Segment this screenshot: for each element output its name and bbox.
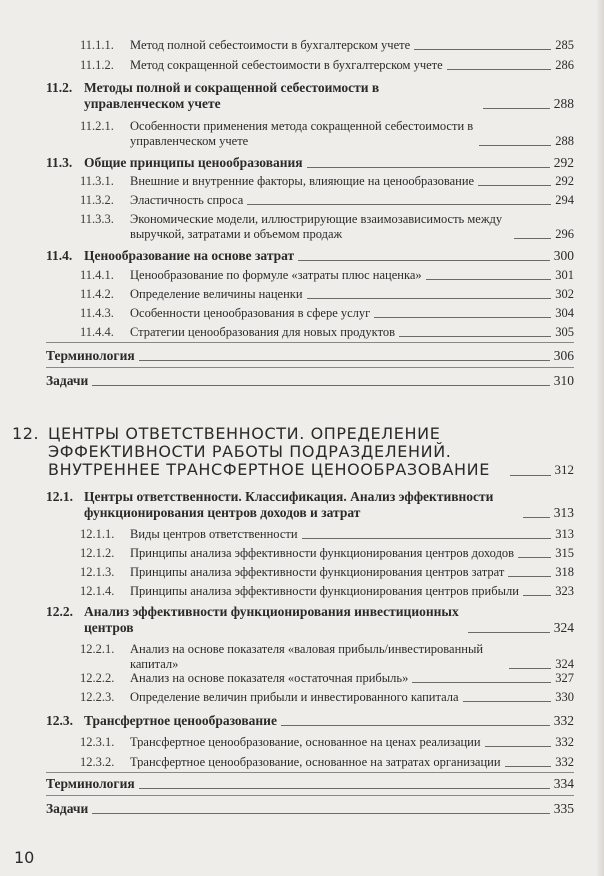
toc-problems-12 [0, 801, 574, 817]
entry-title: Терминология [46, 348, 135, 363]
entry-page: 300 [553, 248, 574, 263]
toc-entry-11-3-1 [0, 174, 574, 189]
divider [46, 342, 574, 343]
entry-number: 11.2. [46, 80, 73, 95]
toc-section-12-1 [0, 489, 574, 521]
toc-entry-11-1-1 [0, 38, 574, 53]
entry-page: 286 [555, 58, 574, 72]
entry-title: Ценообразование на основе затрат [84, 248, 295, 263]
entry-page: 288 [555, 134, 574, 148]
entry-page: 312 [554, 462, 574, 477]
entry-number: 11.4.2. [80, 287, 114, 301]
entry-title: Стратегии ценообразования для новых продуктов [130, 325, 396, 339]
divider [46, 772, 574, 773]
dot-leader [518, 557, 551, 558]
entry-title: Трансфертное ценообразование, основанное на ценах реализации [130, 735, 481, 749]
toc-entry-12-2-2 [0, 671, 574, 686]
page-number: 10 [14, 848, 35, 867]
dot-leader [247, 204, 551, 205]
dot-leader [426, 279, 552, 280]
entry-number: 12.1.1. [80, 527, 115, 541]
entry-number: 11.4. [46, 248, 73, 263]
entry-number: 12.1.2. [80, 546, 115, 560]
dot-leader [92, 813, 549, 814]
entry-number: 11.4.4. [80, 325, 114, 339]
dot-leader [468, 632, 550, 633]
entry-page: 304 [555, 306, 574, 320]
toc-entry-11-3-2 [0, 193, 574, 208]
entry-title: Центры ответственности. Классификация. Анализ эффективности функционирования центров доходов и затрат [84, 489, 494, 520]
entry-number: 12.1.3. [80, 565, 115, 579]
dot-leader [478, 185, 551, 186]
toc-entry-12-1-1 [0, 527, 574, 542]
entry-title: Определение величин прибыли и инвестированного капитала [130, 690, 459, 704]
entry-title: Трансфертное ценообразование, основанное на затратах организации [130, 755, 501, 769]
toc-section-11-4 [0, 248, 574, 264]
toc-entry-12-3-2 [0, 755, 574, 770]
dot-leader [307, 298, 552, 299]
entry-title: Ценообразование по формуле «затраты плюс наценка» [130, 268, 422, 282]
entry-number: 12.3. [46, 713, 73, 728]
entry-page: 327 [555, 671, 574, 685]
entry-title: Общие принципы ценообразования [84, 155, 303, 170]
entry-title: Задачи [46, 801, 89, 816]
dot-leader [302, 538, 552, 539]
dot-leader [414, 49, 551, 50]
dot-leader [463, 701, 552, 702]
entry-page: 332 [555, 735, 574, 749]
entry-title: Трансфертное ценообразование [84, 713, 277, 728]
dot-leader [509, 668, 551, 669]
dot-leader [510, 475, 551, 476]
entry-number: 11.3.2. [80, 193, 114, 207]
entry-number: 12.1.4. [80, 584, 115, 598]
entry-page: 310 [553, 373, 574, 388]
entry-page: 334 [553, 776, 574, 791]
toc-section-12-2 [0, 604, 574, 636]
toc-entry-11-4-1 [0, 268, 574, 283]
toc-entry-11-4-2 [0, 287, 574, 302]
entry-number: 11.3.3. [80, 212, 114, 226]
dot-leader [483, 108, 550, 109]
entry-number: 12.1. [46, 489, 73, 504]
entry-title: Экономические модели, иллюстрирующие взаимозависимость между выручкой, затратами и объемом продаж [130, 212, 503, 241]
dot-leader [307, 167, 550, 168]
entry-title: Виды центров ответственности [130, 527, 298, 541]
entry-number: 11.3.1. [80, 174, 114, 188]
entry-number: 11.2.1. [80, 119, 114, 133]
entry-page: 305 [555, 325, 574, 339]
toc-entry-11-4-4 [0, 325, 574, 340]
entry-title: Принципы анализа эффективности функционирования центров затрат [130, 565, 505, 579]
entry-title: Анализ эффективности функционирования инвестиционных центров [84, 604, 459, 635]
entry-number: 11.4.3. [80, 306, 114, 320]
dot-leader [514, 238, 551, 239]
entry-page: 330 [555, 690, 574, 704]
dot-leader [505, 766, 552, 767]
entry-title: Методы полной и сокращенной себестоимости в управленческом учете [84, 80, 380, 111]
entry-title: Особенности ценообразования в сфере услуг [130, 306, 371, 320]
entry-number: 12.2. [46, 604, 73, 619]
dot-leader [523, 595, 551, 596]
toc-entry-12-3-1 [0, 735, 574, 750]
entry-title: Принципы анализа эффективности функционирования центров доходов [130, 546, 515, 560]
entry-title: Внешние и внутренние факторы, влияющие на ценообразование [130, 174, 475, 188]
entry-page: 324 [553, 620, 574, 635]
entry-number: 11.1.1. [80, 38, 114, 52]
divider [46, 795, 574, 796]
divider [46, 367, 574, 368]
dot-leader [485, 746, 552, 747]
dot-leader [281, 725, 550, 726]
toc-entry-11-2-1 [0, 119, 574, 149]
entry-number: 11.4.1. [80, 268, 114, 282]
entry-page: 313 [553, 505, 574, 520]
entry-page: 292 [555, 174, 574, 188]
entry-title: Определение величины наценки [130, 287, 303, 301]
dot-leader [139, 788, 550, 789]
entry-page: 332 [553, 713, 574, 728]
dot-leader [508, 576, 551, 577]
entry-number: 12.2.1. [80, 642, 115, 656]
toc-entry-12-2-1 [0, 642, 574, 672]
dot-leader [374, 317, 551, 318]
entry-title: Метод сокращенной себестоимости в бухгалтерском учете [130, 58, 443, 72]
dot-leader [412, 682, 551, 683]
dot-leader [399, 336, 551, 337]
entry-page: 332 [555, 755, 574, 769]
entry-title: Задачи [46, 373, 89, 388]
toc-entry-12-1-2 [0, 546, 574, 561]
entry-number: 11.3. [46, 155, 73, 170]
entry-number: 11.1.2. [80, 58, 114, 72]
entry-page: 294 [555, 193, 574, 207]
entry-page: 335 [553, 801, 574, 816]
entry-title: Метод полной себестоимости в бухгалтерском учете [130, 38, 411, 52]
entry-page: 301 [555, 268, 574, 282]
toc-entry-11-3-3 [0, 212, 574, 242]
toc-entry-12-1-4 [0, 584, 574, 599]
entry-title: Эластичность спроса [130, 193, 244, 207]
dot-leader [298, 260, 550, 261]
toc-section-12-3 [0, 713, 574, 729]
entry-number: 12. [12, 424, 40, 443]
entry-number: 12.2.3. [80, 690, 115, 704]
entry-title: Особенности применения метода сокращенной себестоимости в управленческом учете [130, 119, 474, 148]
entry-number: 12.2.2. [80, 671, 115, 685]
page-edge-shadow [596, 0, 604, 876]
entry-number: 12.3.1. [80, 735, 115, 749]
entry-page: 285 [555, 38, 574, 52]
entry-title: ЦЕНТРЫ ОТВЕТСТВЕННОСТИ. ОПРЕДЕЛЕНИЕ ЭФФЕКТИВНОСТИ РАБОТЫ ПОДРАЗДЕЛЕНИЙ. ВНУТРЕННЕЕ ТРАНСФЕРТНОЕ ЦЕНООБРАЗОВАНИЕ [48, 424, 490, 479]
dot-leader [523, 517, 550, 518]
entry-title: Принципы анализа эффективности функционирования центров прибыли [130, 584, 519, 598]
dot-leader [447, 69, 552, 70]
toc-chapter-12 [0, 425, 574, 479]
toc-entry-11-4-3 [0, 306, 574, 321]
toc-entry-11-1-2 [0, 58, 574, 73]
toc-section-11-3 [0, 155, 574, 171]
entry-page: 313 [555, 527, 574, 541]
entry-number: 12.3.2. [80, 755, 115, 769]
entry-page: 323 [555, 584, 574, 598]
entry-page: 288 [553, 96, 574, 111]
toc-terminology-12 [0, 776, 574, 792]
entry-page: 302 [555, 287, 574, 301]
toc-entry-12-2-3 [0, 690, 574, 705]
entry-title: Анализ на основе показателя «валовая прибыль/инвестированный капитал» [130, 642, 484, 671]
entry-page: 306 [553, 348, 574, 363]
entry-title: Анализ на основе показателя «остаточная прибыль» [130, 671, 409, 685]
entry-page: 292 [553, 155, 574, 170]
toc-entry-12-1-3 [0, 565, 574, 580]
dot-leader [92, 385, 549, 386]
entry-title: Терминология [46, 776, 135, 791]
entry-page: 318 [555, 565, 574, 579]
entry-page: 324 [555, 657, 574, 671]
entry-page: 296 [555, 227, 574, 241]
dot-leader [479, 145, 551, 146]
dot-leader [139, 360, 550, 361]
toc-terminology-11 [0, 348, 574, 364]
toc-problems-11 [0, 373, 574, 389]
toc-section-11-2 [0, 80, 574, 112]
entry-page: 315 [555, 546, 574, 560]
